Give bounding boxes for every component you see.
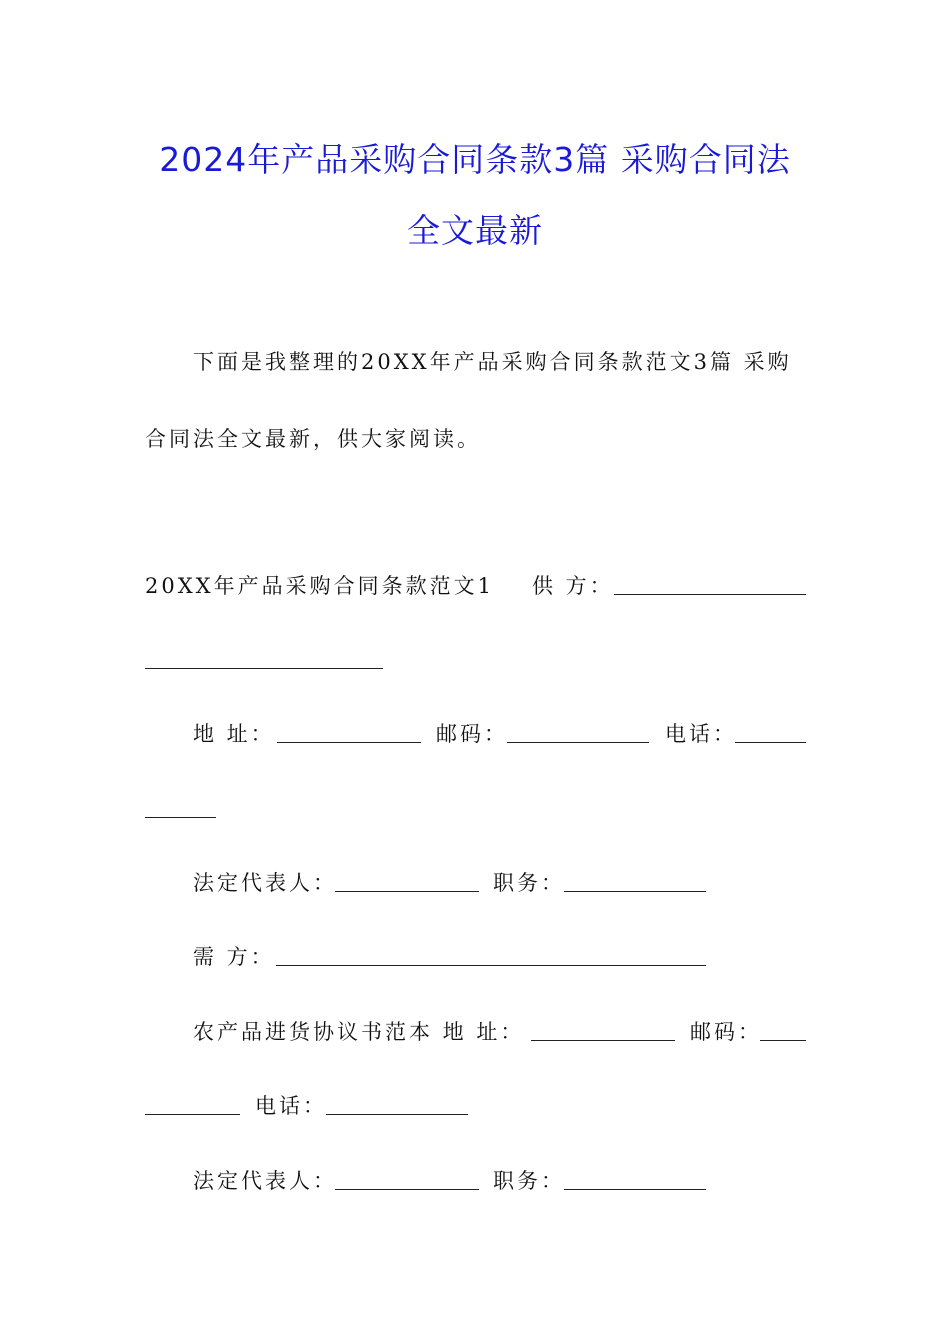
document-title-line-2: 全文最新 [407,211,543,250]
address-label: 地 址： [193,722,275,746]
supplier-label: 供 方： [532,574,614,598]
legal-rep-blank [335,871,479,892]
position-blank [564,871,706,892]
legal-rep-label: 法定代表人： [193,871,337,895]
buyer-position-label: 职务： [493,1169,565,1193]
buyer-position-blank [564,1169,706,1190]
buyer-address-blank [531,1020,675,1041]
buyer-postcode-blank-cont [145,1094,240,1115]
buyer-blank [276,945,706,966]
intro-line-2: 合同法全文最新，供大家阅读。 [145,427,481,451]
address-blank [277,722,421,743]
position-label: 职务： [493,871,565,895]
phone-label: 电话： [665,722,737,746]
section-1-heading: 20XX年产品采购合同条款范文1 [145,574,494,598]
buyer-label: 需 方： [193,945,275,969]
buyer-phone-blank [326,1094,468,1115]
intro-line-1: 下面是我整理的20XX年产品采购合同条款范文3篇 采购 [193,350,792,374]
phone-blank [735,722,806,743]
postcode-blank [507,722,649,743]
supplier-blank-cont [145,648,383,669]
buyer-postcode-blank [760,1020,806,1041]
buyer-legal-rep-blank [335,1169,479,1190]
buyer-address-label: 农产品进货协议书范本 地 址： [193,1020,525,1044]
buyer-legal-rep-label: 法定代表人： [193,1169,337,1193]
supplier-blank [614,574,806,595]
phone-blank-cont [145,797,216,818]
buyer-phone-label: 电话： [255,1094,327,1118]
document-title-line-1: 2024年产品采购合同条款3篇 采购合同法 [159,140,791,179]
buyer-postcode-label: 邮码： [690,1020,762,1044]
postcode-label: 邮码： [436,722,508,746]
